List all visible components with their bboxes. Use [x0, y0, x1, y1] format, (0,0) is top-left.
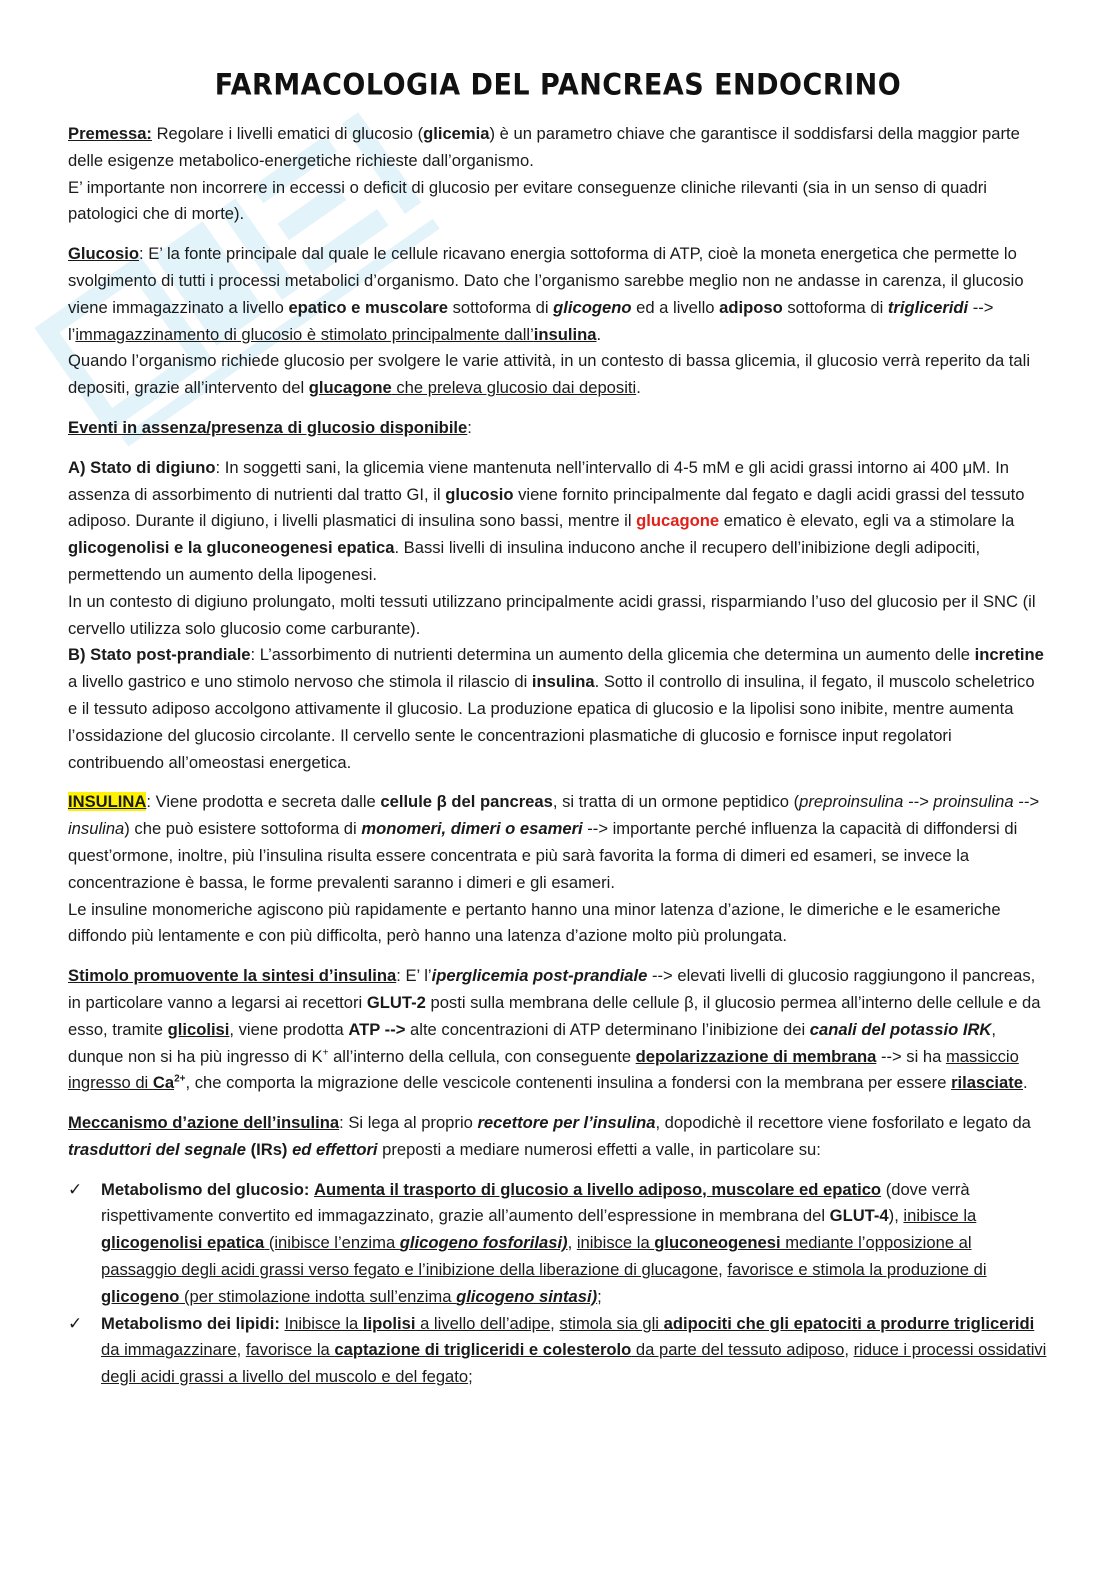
- term: captazione di trigliceridi e colesterolo: [334, 1340, 632, 1360]
- underlined-text: mediante l’opposizione al passaggio degli acidi grassi verso fegato e l’inibizione della liberazione di glucagone: [101, 1233, 972, 1280]
- text: Quando l’organismo richiede glucosio per svolgere le varie attività, in un contesto di bassa glicemia, il glucosio verrà reperito da tali depositi, grazie all’intervento del: [68, 351, 1031, 398]
- underlined-text: inibisce la: [903, 1206, 977, 1226]
- term: glicogenolisi epatica: [101, 1233, 265, 1253]
- text: . Bassi livelli di insulina inducono anche il recupero dell’inibizione degli adipociti, permettendo un aumento della lipogenesi.: [68, 538, 981, 584]
- label-insulina: INSULINA: [68, 792, 147, 812]
- term: monomeri, dimeri o esameri: [361, 819, 583, 839]
- term: insulina: [531, 672, 595, 692]
- text: , dopodichè il recettore viene fosforilato e legato da: [655, 1113, 1031, 1133]
- label-eventi: Eventi in assenza/presenza di glucosio disponibile: [68, 417, 468, 437]
- term: adiposo: [719, 297, 783, 317]
- superscript: 2+: [174, 1073, 186, 1085]
- term: cellule β del pancreas: [380, 792, 553, 812]
- list-item-label: Metabolismo dei lipidi:: [101, 1313, 280, 1333]
- text: In un contesto di digiuno prolungato, molti tessuti utilizzano principalmente acidi grassi, risparmiando l’uso del glucosio per il SNC (il cervello utilizza solo glucosio come carburante).: [68, 591, 1036, 638]
- underlined-text: inibisce la: [576, 1233, 655, 1253]
- term: depolarizzazione di membrana: [635, 1046, 877, 1066]
- underlined-text: stimola sia gli: [559, 1313, 664, 1333]
- label-postprandiale: B) Stato post-prandiale: [68, 645, 251, 665]
- text: : Si lega al proprio: [339, 1113, 478, 1133]
- document-page: [68, 70, 1048, 1391]
- text: --> si ha: [876, 1046, 946, 1066]
- list-item-glucosio: [68, 1177, 1048, 1311]
- text: ,: [718, 1260, 728, 1280]
- paragraph-glucosio: [68, 241, 1048, 402]
- paragraph-meccanismo: [68, 1110, 1048, 1164]
- text: : Viene prodotta e secreta dalle: [146, 792, 381, 812]
- term: epatico e muscolare: [288, 297, 448, 317]
- label-stimolo: Stimolo promuovente la sintesi d’insulina: [68, 966, 397, 986]
- label-meccanismo: Meccanismo d’azione dell’insulina: [68, 1113, 340, 1133]
- text: (dove verrà rispettivamente convertito ed immagazzinato, grazie all’aumento dell’espressione in membrana del: [101, 1179, 970, 1226]
- text: --> importante perché influenza la capacità di diffondersi di quest’ormone, inoltre, più l’insulina risulta essere concentrata e più sarà favorita la forma di dimeri ed esameri, se invece la concentrazione è bassa, le forme prevalenti saranno i dimeri e gli esameri.: [68, 819, 1018, 892]
- underlined-text: (per stimolazione indotta sull’enzima: [179, 1286, 457, 1306]
- term: insulina: [533, 324, 597, 344]
- term: glicogeno sintasi): [456, 1286, 598, 1306]
- text: all’interno della cellula, con conseguente: [328, 1046, 636, 1066]
- text: ,: [236, 1340, 246, 1360]
- text: sottoforma di: [448, 297, 554, 317]
- list-item-lipidi: [68, 1311, 1048, 1391]
- term: lipolisi: [362, 1313, 416, 1333]
- term: recettore per l’insulina: [477, 1113, 656, 1133]
- text: preposti a mediare numerosi effetti a valle, in particolare su:: [377, 1139, 821, 1159]
- text: :: [467, 417, 472, 437]
- paragraph-digiuno: [68, 455, 1048, 643]
- term: glucagone: [308, 378, 392, 398]
- term: Aumenta il trasporto di glucosio a livello adiposo, muscolare ed epatico: [314, 1179, 882, 1199]
- term: glicogeno: [553, 297, 632, 317]
- term-glicemia: glicemia: [423, 124, 490, 143]
- paragraph-eventi: [68, 415, 1048, 442]
- effects-list: [68, 1177, 1048, 1391]
- text: a livello gastrico e uno stimolo nervoso che stimola il rilascio di: [68, 672, 532, 692]
- text: ,: [844, 1340, 854, 1360]
- text: ),: [888, 1206, 904, 1226]
- underlined-text: massiccio ingresso di: [68, 1046, 1019, 1093]
- term: ATP -->: [348, 1019, 406, 1039]
- term: glicogeno: [101, 1286, 180, 1306]
- text: Regolare i livelli ematici di glucosio (: [151, 124, 424, 143]
- text: : E’ la fonte principale dal quale le cellule ricavano energia sottoforma di ATP, cioè la moneta energetica che permette lo svolgimento di tutti i processi metabolici d’organismo. Dato che l’organismo sarebbe meglio non ne andasse in carenza, il glucosio viene immagazzinato a livello: [68, 244, 1024, 317]
- term: GLUT-2: [366, 992, 426, 1012]
- text: .: [596, 324, 602, 344]
- term: glucosio: [445, 484, 514, 504]
- text: ,: [567, 1233, 577, 1253]
- text: ) è un parametro chiave che garantisce il soddisfarsi della maggior parte delle esigenze metabolico-energetiche richieste dall’organismo.: [68, 124, 1020, 170]
- text: ematico è elevato, egli va a stimolare la: [719, 511, 1015, 531]
- text: --> l’: [68, 297, 994, 344]
- term: glicolisi: [167, 1019, 230, 1039]
- italic-text: preproinsulina --> proinsulina --> insulina: [68, 792, 1039, 839]
- underlined-text: riduce i processi ossidativi degli acidi grassi a livello del muscolo e del fegato: [101, 1340, 1047, 1387]
- paragraph-postprandiale: [68, 642, 1048, 776]
- term: (IRs): [245, 1139, 293, 1159]
- underlined-text: che preleva glucosio dai depositi: [391, 378, 637, 398]
- underlined-text: favorisce e stimola la produzione di: [727, 1260, 987, 1280]
- superscript: +: [322, 1046, 329, 1058]
- paragraph-insulina: [68, 789, 1048, 950]
- paragraph-premessa: [68, 121, 1048, 228]
- underlined-text: da parte del tessuto adiposo: [631, 1340, 845, 1360]
- text: ;: [597, 1286, 602, 1306]
- underlined-text: favorisce la: [245, 1340, 335, 1360]
- text: posti sulla membrana delle cellule β, il glucosio permea all’interno delle cellule e da esso, tramite: [68, 992, 1041, 1039]
- text: .: [636, 378, 641, 398]
- text: , dunque non si ha più ingresso di K: [68, 1019, 997, 1066]
- text: ed a livello: [631, 297, 720, 317]
- label-digiuno: A) Stato di digiuno: [68, 457, 216, 477]
- underlined-text: a livello dell’adipe: [415, 1313, 551, 1333]
- term: glicogenolisi e la gluconeogenesi epatica: [68, 538, 395, 558]
- text: . Sotto il controllo di insulina, il fegato, il muscolo scheletrico e il tessuto adiposo accolgono attivamente il glucosio. La produzione epatica di glucosio e la lipolisi sono inibite, mentre aumenta l’ossidazione del glucosio circolante. Il cervello sente le concentrazioni plasmatiche di glucosio e fornisce input regolatori contribuendo all’omeostasi energetica.: [68, 672, 1035, 772]
- label-premessa: Premessa:: [68, 124, 152, 143]
- text: ;: [468, 1367, 473, 1387]
- page-title: FARMACOLOGIA DEL PANCREAS ENDOCRINO: [214, 68, 902, 103]
- text: Le insuline monomeriche agiscono più rapidamente e pertanto hanno una minor latenza d’azione, le dimeriche e le esameriche diffondo più lentamente e con più difficolta, però hanno una latenza d’azione molto più prolungata.: [68, 899, 1001, 946]
- term: iperglicemia post-prandiale: [431, 966, 648, 986]
- checkmark-icon: ✓: [68, 1179, 83, 1199]
- text: alte concentrazioni di ATP determinano l’inibizione dei: [405, 1019, 810, 1039]
- list-item-label: Metabolismo del glucosio:: [101, 1179, 310, 1199]
- checkmark-icon: ✓: [68, 1313, 83, 1333]
- term: Ca: [152, 1073, 175, 1093]
- text: , che comporta la migrazione delle vescicole contenenti insulina a fondersi con la membrana per essere: [185, 1073, 952, 1093]
- text: , si tratta di un ormone peptidico (: [552, 792, 800, 812]
- label-glucosio: Glucosio: [68, 244, 139, 264]
- term-glucagone-red: glucagone: [636, 511, 720, 531]
- text: : L’assorbimento di nutrienti determina un aumento della glicemia che determina un aumento delle: [250, 645, 975, 665]
- underlined-text: (inibisce l’enzima: [264, 1233, 400, 1253]
- text: .: [1023, 1073, 1028, 1093]
- text: sottoforma di: [782, 297, 888, 317]
- underlined-text: Inibisce la: [284, 1313, 363, 1333]
- text: , viene prodotta: [229, 1019, 349, 1039]
- term: glicogeno fosforilasi): [399, 1233, 568, 1253]
- text: : E’ l’: [396, 966, 432, 986]
- text: E’ importante non incorrere in eccessi o deficit di glucosio per evitare conseguenze cliniche rilevanti (sia in un senso di quadri patologici che di morte).: [68, 177, 987, 224]
- term: trigliceridi: [887, 297, 969, 317]
- term: trasduttori del segnale: [68, 1139, 246, 1159]
- term: gluconeogenesi: [654, 1233, 781, 1253]
- text: viene fornito principalmente dal fegato e dagli acidi grassi del tessuto adiposo. Durante il digiuno, i livelli plasmatici di insulina sono bassi, mentre il: [68, 484, 1025, 531]
- term: GLUT-4: [829, 1206, 889, 1226]
- text: --> elevati livelli di glucosio raggiungono il pancreas, in particolare vanno a legarsi ai recettori: [68, 966, 1036, 1012]
- underlined-text: immagazzinamento di glucosio è stimolato principalmente dall’: [75, 324, 534, 344]
- term: rilasciate: [951, 1073, 1024, 1093]
- term: canali del potassio IRK: [809, 1019, 992, 1039]
- text: ,: [550, 1313, 560, 1333]
- term: adipociti che gli epatociti a produrre trigliceridi: [663, 1313, 1035, 1333]
- term: incretine: [974, 645, 1044, 665]
- text: : In soggetti sani, la glicemia viene mantenuta nell’intervallo di 4-5 mM e gli acidi grassi intorno ai 400 μM. In assenza di assorbimento di nutrienti dal tratto GI, il: [68, 457, 1010, 504]
- text: ) che può esistere sottoforma di: [124, 819, 362, 839]
- term: ed effettori: [292, 1139, 378, 1159]
- paragraph-stimolo: [68, 963, 1048, 1097]
- underlined-text: da immagazzinare: [101, 1340, 237, 1360]
